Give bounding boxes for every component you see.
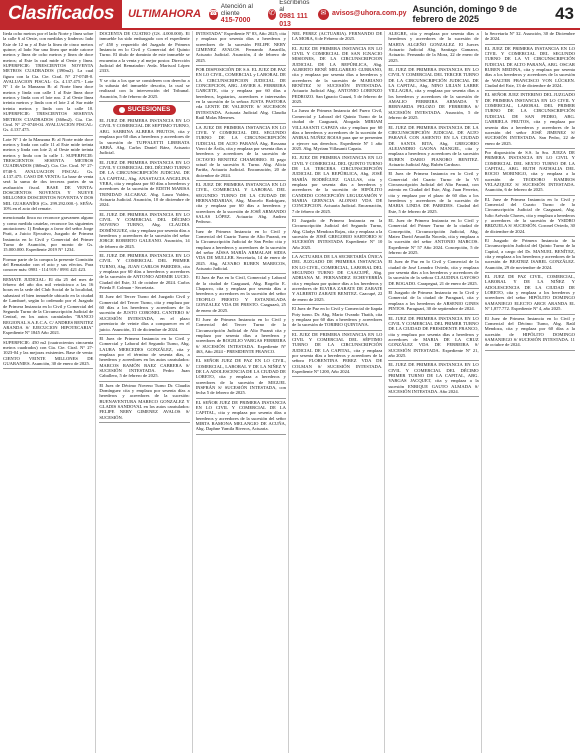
contact-whatsapp-label: Escríbinos al [279, 0, 310, 14]
legal-notice [3, 277, 93, 336]
notice-text: Y se cita a los que se consideren con derecho a la subasta del inmueble descrito, la cual se realizará con la intervención del Tribunal. Asunción, 5 de febrero de 2025. [99, 77, 190, 99]
legal-notice [292, 46, 382, 105]
notice-divider [99, 422, 189, 423]
legal-notice [292, 306, 382, 327]
notice-divider [3, 255, 93, 256]
contact-email-value: avisos@uhora.com.py [331, 10, 407, 18]
notice-divider [196, 356, 286, 357]
legal-notice [99, 160, 189, 208]
legal-notice [3, 137, 93, 212]
classifieds-logo: Clasificados [0, 0, 122, 28]
mail-icon: ✉ [318, 9, 329, 20]
notice-text: EL JUEZ DE PRIMERA INSTANCIA EN LO CIVIL Y COMERCIAL DEL PRIMER TURNO, Abg. JUAN CARLOS PAREDES, cita y emplaza por 60 días a herederos y acreedores de la sucesión de ANTONIO ADEMIR LUCIO. Ciudad del Este, 31 de octubre de 2024. Carlos Frieda F. Colman - Secretaria. [99, 253, 190, 291]
notice-text: EL JUEZ DE PRIMERA INSTANCIA EN LO CIVIL Y COMERCIAL DE SAN IGNACIO MISIONES, DE LA CIRCUNSCRIPCION JUDICIAL DE LA REPÚBLICA, Abg. ALBERTO RENÉ MELGAREJO GURRANO, cita y emplaza por sesenta días a herederos y acreedores de la sucesión de MARIANO BENÍTEZ S/ SUCESIÓN INTESTADA. Actuario Judicial Abg. ANTONIO LORENZO PEDROZO. San Ignacio Guazú, 5 de febrero de 2025. [291, 45, 383, 105]
notice-text: mencionada finca no reconoce gravamen alguno y como medida cautelar, reconoce las siguientes anotaciones: 1) Embargo a favor del señor Jorge Pratt, a Juicio Ejecutivo, Juzgado de Primera Instancia en lo Civil y Comercial del Primer Turno de Asunción, por monto de Gs. 15.000.000. Expediente 2019 N° 1234. [3, 215, 94, 253]
classifieds-columns [3, 31, 577, 753]
legal-notice [196, 67, 286, 120]
notice-text: EL JUEZ DE PRIMERA INSTANCIA EN LO CIVIL Y COMERCIAL DEL SEGUNDO TURNO DE LA VI CIRCUNSCRIPCIÓN JUDICIAL DE ALTO PARANÁ, ABG. OSCAR RUBEN MEDINA, cita y emplaza por sesenta días a los herederos y acreedores de la sucesión de WALTER FRANCISCO VON LÜCKEN. Ciudad del Este, 13 de diciembre de 2024. [484, 45, 575, 89]
notice-text: EL JUEZ DE PAZ CIVIL, COMERCIAL, LABORAL Y DE LA NIÑEZ Y ADOLESCENCIA DE LA CIUDAD DE LORETO, cita y emplaza a los herederos y acreedores del señor HIPÓLITO DOMINGO SAMANIEGO ELECTO ARCE ARANDA EL Nº 1,877.772. Expediente Nº 4, año 2025. [484, 274, 575, 312]
legal-notice [292, 31, 382, 42]
legal-notice [388, 31, 478, 63]
notice-text: EL JUEZ DE PRIMERA INSTANCIA EN LO CIVIL Y COMERCIAL DE SEPTIMO TURNO, ABG. SABRINA ALBERA FRUTOS, cita y emplaza por 60 días a herederos y acreedores de la sucesión de TUFFALETTI LIBERATA ABBÁ. Abg. Carlos Daniel Báez, Actuario Judicial. [99, 118, 190, 156]
notice-divider [3, 213, 93, 214]
notice-divider [196, 315, 286, 316]
notice-text: La Jueza de Primera Instancia del Fuero Civil, Comercial y Laboral del Quinto Turno de la ciudad de Caaguazú, Abogada MIRIAM VILLASANTI CAPATA cita y emplaza por 60 días a herederos y acreedores de la sucesión de ANIBAL NUÑEZ ROJAS para que se presenten a ejercer sus derechos. Expediente Nº 1 año 2025. Abg. Myriam Villasanti Capata. [291, 108, 383, 151]
notice-text: EL SEÑOR JUEZ DE PRIMERA INSTANCIA EN LO CIVIL Y COMERCIAL DE LA CAPITAL, cita y emplaza por sesenta días a herederos y acreedores de la sucesión del señor MIRTA RAMONA MELANGIO DE ACUÑA, Abg. Daphne Yamila Riveros, Actuaria. [195, 399, 286, 432]
legal-notice [388, 67, 478, 120]
legal-notice [196, 317, 286, 354]
legal-notice [485, 150, 575, 193]
contact-whatsapp-value: 0981 111 013 [279, 13, 308, 29]
notice-text: Formar parte de la compra la presente Comisión del Rematador con el acto y sus efectos. Para conocer más: 0981 - 114 919 / 0991 421 423. [3, 256, 94, 273]
legal-notice [292, 218, 382, 250]
notice-divider [388, 288, 478, 289]
notice-divider [292, 216, 382, 217]
legal-notice [196, 358, 286, 395]
notice-text: REMATE JUDICIAL: El día 25 del mes de febrero del año dos mil veinticinco a las 16 horas en la sede del Club Social de la localidad, subastará el bien inmueble ubicado en la ciudad de Lambaré, según lo ordenado por el Juzgado de Primera Instancia en lo Civil y Comercial del Segundo Turno de la Circunscripción Judicial de Central, en los autos caratulados "BANCO REGIONAL S.A.E.C.A. C/ ANDRES BENITEZ ARANDA S/ EJECUCION HIPOTECARIA" Expediente Nº 1845 Año 2021. [3, 276, 94, 336]
notice-divider [3, 275, 93, 276]
notice-divider [388, 123, 478, 124]
notice-text: DOCIENTA DE CUATRO (GS. 4.000.000). El inmueble ha sido embargado con el expediente n° 450 y requerido del Juzgado de Primera Instancia en lo Civil y Comercial del Quinto Turno. El título de dominio de este inmueble se encuentra a la venta y al mejor postor. Dirección Judicial del Rematador: Avda. Mariscal López 2333. [99, 31, 190, 74]
brand-name: ULTIMAHORA [127, 8, 202, 20]
notice-divider [292, 44, 382, 45]
contact-phone-label: Atención al cliente [220, 3, 253, 18]
legal-notice [292, 155, 382, 214]
notice-text: EL JUEZ DE PRIMERA INSTANCIA EN LO CIVIL Y COMERCIAL DEL TERCER TURNO DE LA CIRCUNSCRIPCIÓN JUDICIAL DE LA CAPITAL, Abg. NINO LILIAN LARRE VILLAGRA, cita y emplaza por sesenta días a los herederos y acreedores de la sucesión de AMALIO FERREIRA ARMADA Y BERNARDA PELOZO DE FERREIRA S/ SUCESIÓN INTESTADA. Asunción, 5 de febrero de 2025. [388, 67, 479, 121]
notice-divider [292, 376, 382, 377]
phone-icon: ☎ [209, 9, 218, 20]
notice-text: EL JUEZ DE PRIMERA INSTANCIA EN LO CIVIL Y COMERCIAL DEL QUINTO TURNO DE LA TERCERA CIRCUNSCRIPCIÓN JUDICIAL DE LA REPÚBLICA, Abg. JOSÉ MARÍA RODRÍGUEZ GALLAS, cita y emplaza por sesenta días a herederos y acreedores de la sucesión de HIPÓLITO CANDIDO CONCEPCIÓN LEGUIZAMÓN Y MARIA GERVACIA ALONSO VDA DE CONCEPCION. Actuaria Judicial. Encarnación, 7 de febrero de 2025. [291, 155, 383, 214]
notice-divider [388, 65, 478, 66]
notice-text: El Juez de Paz en lo Civil, Comercial y Laboral de la ciudad de Caaguazú, Abg. Rogelio E. Chaparro, cita y emplaza por sesenta días a herederos y acreedores en la sucesión del señor TEOFILO PRESTO Y ESTANISLADA GONZALEZ VDA DE PRESTO. Caaguazú, 25 de enero de 2025. [195, 275, 286, 313]
notice-text: EL JUEZ DE PRIMERA INSTANCIA DE LA CIRCUNSCRIPCIÓN JUDICIAL DE ALTO PARANÁ CON ASIENTO EN LA CIUDAD DE SANTA RITA, Abg. GREGORIO ALEJANDRO GAONA MANGEL, cita y emplaza a herederos y acreedores de la sucesión RUBEN DARIO PIANORO BENITEZ. Actuario Judicial Abg. Rubén Cardozo. [388, 124, 479, 167]
legal-notice [99, 78, 189, 99]
notice-text: EL Juez de Primera Instancia en lo Civil y Comercial del Primer Turno de la ciudad de Concepción, Circunscripción Judicial, Abg. Mateo David Amarilla Noceda, cita y emplaza a la sucesión del señor ANTONIO MARCOS. Expediente Nº 57 Año 2024. Concepción, 5 de febrero de 2025. [388, 218, 479, 256]
legal-notice [99, 253, 189, 290]
legal-notice [485, 274, 575, 311]
bullet-icon [119, 107, 125, 113]
notice-divider [196, 123, 286, 124]
legal-notice [485, 197, 575, 234]
legal-notice [292, 332, 382, 375]
notice-divider [388, 314, 478, 315]
legal-notice [388, 290, 478, 311]
notice-text: SUPERFICIE: 450 m2 (cuatrocientos cincuenta metros cuadrados) con Cta. Cte. Ctral. N° 27-1023-04 y las mejoras existentes. Base de venta: CIENTO VEINTE MILLONES DE GUARANIES. Asunción, 30 de enero de 2025. [3, 339, 94, 366]
legal-notice [485, 46, 575, 89]
notice-divider [99, 101, 189, 102]
notice-divider [292, 252, 382, 253]
legal-notice [388, 171, 478, 214]
notice-text: la Secretaría Nº 32. Asunción, 30 de Diciembre de 2024. [484, 31, 575, 42]
notice-text: EL SEÑOR JUEZ INTERINO DEL JUZGADO DE PRIMERA INSTANCIA EN LO CIVIL Y COMERCIAL, LABORAL DEL PRIMER TURNO DE LA CIRCUNSCRIPCIÓN JUDICIAL DE SAN PEDRO, ABG. GABRIELA FRUTOS, cita y emplaza por sesenta días a herederos y acreedores de la sucesión del señor JOSÉ JIMENEZ S/ SUCESIÓN INTESTADA. San Pedro, 22 de enero de 2025. [484, 92, 575, 146]
notice-text: Juez de Primera Instancia en lo Civil y Comercial del Cuarto Turno de Alto Paraná, en la Circunscripción Judicial de San Pedro cita y emplaza a herederos y acreedores de la sucesión del señor AÍSSA MARÍA ARMALAH SIDIA VDA DE MULLER. Secretaría, 14 de enero de 2025. Abg. ALVARO RUBEN MARECOS, Actuario Judicial. [195, 228, 286, 272]
notice-divider [99, 76, 189, 77]
page-number: 43 [555, 4, 574, 23]
notice-divider [485, 44, 575, 45]
notice-divider [99, 381, 189, 382]
column-3 [196, 31, 289, 753]
notice-text: LA JUEZ DE PRIMERA INSTANCIA EN LO CIVIL Y COMERCIAL DEL SEGUNDO TURNO DE LA CIRCUNSCRIPCIÓN JUDICIAL DE ALTO PARANÁ Abg. Rossana Vierci de Ávila, cita y emplaza por sesenta días a herederos y acreedores de la sucesión de OCTAVIO BENITEZ CHAMORRO. El pago actual de la sucesión S. Turno. Abg. Alicia Fariña, Actuaria Judicial. Encarnación, 20 de diciembre de 2024. [195, 124, 286, 178]
contact-whatsapp[interactable] [268, 0, 312, 29]
legal-notice [388, 259, 478, 286]
notice-divider [292, 304, 382, 305]
notice-text: Lote Nº 1 de la Manzana B: al Norte mide doce metros y linda con calle 11 al Este mide treinta metros y linda con lote 2; al Oeste mide treinta metros y linda con la calle 1. SUPERFICIE: TRESCIENTOS SESENTA METROS CUADRADOS (360m2). Cta. Cte. Ctral. N° 27-0748-5. AVALUACION FISCAL: Gs. 4.137.475. CASO DE VENTA: La base de venta será la suma de dos terceras partes de su avaluación fiscal. BASE DE VENTA: DOSCIENTOS NOVENTA Y NUEVE MILLONES DOSCIENTOS NOVENTA Y DOS MIL GUARANÍES (Gs. 299.292.000.-). SEÑA: 10% en el acto del remate. [3, 136, 94, 211]
notice-divider [485, 148, 575, 149]
notice-text: EL Juez de Primera Instancia en lo Civil y Comercial del Cuarto Turno de la Circunscripción Judicial de Caaguazú, Abg. Julio Arévalo Chaves, cita y emplaza a herederos y acreedores de la sucesión de YSIDRO BRIZUELA S/ SUCESIÓN. Coronel Oviedo, 30 de diciembre de 2024. [484, 196, 575, 234]
contact-phone-value: 415-7000 [220, 17, 251, 25]
legal-notice [196, 400, 286, 432]
notice-text: EL JUEZ DE PRIMERA INSTANCIA EN LO CIVIL Y COMERCIAL DEL PRIMER TURNO DE LA CIUDAD DE PRESIDENTE FRANCO, cita y emplaza por sesenta días a herederos y acreedores de MARIA DE LA CRUZ GONZÁLEZ VDA DE FERREIRA S/ SUCESIÓN INTESTADA. Expediente Nº 21, año 2025. [388, 315, 479, 358]
notice-text: Por disposición de S.S. la Sra. JUEZA DE PRIMERA INSTANCIA EN LO CIVIL Y COMERCIAL DEL SEXTO TURNO DE LA CAPITAL, ABG. RUTH NATHALIA DEL ROCIO MORINIGO, cita y emplaza a la sucesión de TEODORO RAMIROS VELAZQUEZ S/ SUCESIÓN INTESTADA. Asunción, 6 de febrero de 2025. [484, 149, 575, 193]
legal-notice [99, 31, 189, 74]
notice-divider [99, 210, 189, 211]
notice-divider [485, 314, 575, 315]
column-5 [388, 31, 481, 753]
notice-divider [99, 251, 189, 252]
notice-text: POR DISPOSICIÓN DE S.S. EL JUEZ DE PAZ EN LO CIVIL, COMERCIAL y LABORAL DE LA CIRCUNSCRIPCION JUDICIAL DE CONCEPCION, ABG. JAVIER A. FERREIRA GARCETE, cita y emplaza por 60 días a herederos, legatarios, acreedores e interesados en la sucesión de la señora JUSTA PASTORA vda LENTE DE VALIENTE S/ SUCESION INTESTADA. Actuaria Judicial Abg. Claudia Raúl Molas Meneses. [195, 67, 286, 121]
section-badge [113, 105, 177, 115]
notice-divider [3, 135, 93, 136]
notice-divider [196, 398, 286, 399]
column-2 [99, 31, 192, 753]
notice-divider [196, 273, 286, 274]
legal-notice [3, 340, 93, 367]
whatsapp-icon: ✆ [268, 9, 277, 20]
notice-divider [388, 360, 478, 361]
notice-text: El Juez de Paz en lo Civil y Comercial de la ciudad de José Leandro Oviedo, cita y emplaza por sesenta días a los herederos y acreedores de la sucesión de la señora CLAUDINA GAYOSO DE BOGADO. Carapeguá, 21 de enero de 2025. [388, 259, 479, 286]
notice-text: El Juez de Primera Instancia en lo Civil y Comercial del Cuarto Turno de la VI Circunscripción Judicial del Alto Paraná, con asiento en Ciudad del Este, Abg. Juan Ferreira, cita y emplaza por el plazo de 60 días a los herederos y acreedores de la sucesión de MARIA LINDA DE PAREDES. Ciudad del Este, 5 de febrero de 2025. [388, 171, 479, 214]
notice-divider [485, 272, 575, 273]
notice-text: El Juez de Primera Instancia en lo Civil y Comercial y Laboral del Segundo Turno, Abg. LAURA MERCEDES GONZÁLEZ, cita y emplaza por el término de sesenta días, a herederos y acreedores en los autos caratulados: MARCOS RAMÓN BAEZ CABRERA S/ SUCESIÓN INTESTADA. Pedro Juan Caballero, 5 de febrero de 2025. [99, 335, 190, 379]
column-4 [292, 31, 385, 753]
notice-divider [485, 195, 575, 196]
column-1 [3, 31, 96, 753]
notice-divider [485, 90, 575, 91]
notice-divider [388, 257, 478, 258]
notice-divider [485, 236, 575, 237]
legal-notice [196, 229, 286, 272]
notice-text: El Juez de Paz en lo Civil y Comercial de Itapúa Poty turno. Dr. Abg. Mario Ovando Thaith, cita y emplaza por 60 días a herederos y acreedores de la sucesión de TORIBIO QUINTANA. [291, 306, 383, 328]
section-header [99, 105, 189, 115]
edition-date: Asunción, domingo 9 de febrero de 2025 [412, 4, 517, 24]
notice-divider [196, 180, 286, 181]
notice-text: EL JUEZ DE PRIMERA INSTANCIA EN LO CIVIL, COMERCIAL Y LABORAL DEL SEGUNDO TURNO DE LA CIUDAD DE HERNANDARIAS, Abg. Marcelo Rodríguez, cita y emplaza por 60 días a herederos y acreedores de la sucesión de JOSÉ ARMANDO SALAS LÓPEZ. Actuaria: Abg. Andrea Pedroso. [195, 181, 286, 225]
legal-notice [388, 218, 478, 255]
notice-text: El Juez del Tercer Turno del Juzgado Civil y Comercial del Tercer Turno, cita y emplaza por 60 días a los herederos y acreedores de la sucesión de JUSTO CORONEL CANTERO S/ SUCESIÓN INTESTADA, en el plazo perentorio de veinte días a comparecer en el juicio. Asunción, 31 de diciembre de 2024. [99, 294, 190, 332]
notice-divider [196, 227, 286, 228]
section-label: SUCESIONES [127, 106, 171, 114]
notice-text: EL SEÑOR JUEZ DE PAZ EN LO CIVIL, COMERCIAL, LABORAL Y DE LA NIÑEZ Y DE LA ADOLESCENCIA DE LA CIUDAD DE LORETO, cita y emplaza a herederos y acreedores de la sucesión de MIGUEL INSFRÁN S/ SUCESIÓN INTESTADA, con fecha 5 de febrero de 2025. [195, 358, 286, 396]
notice-divider [388, 169, 478, 170]
notice-text: El Juzgado de Primera Instancia de la Circunscripción Judicial del Quinto Turno de la Capital, a cargo del Dr. MANUEL BENÍTEZ, cita y emplaza a los herederos y acreedores de la sucesión de BEATRIZ ISABEL GONZÁLEZ. Asunción, 29 de noviembre de 2024. [484, 238, 575, 270]
legal-notice [99, 294, 189, 331]
notice-text: EL JUEZ DE PRIMERA INSTANCIA EN LO CIVIL Y COMERCIAL DEL SÉPTIMO TURNO DE LA CIRCUNSCRIPCIÓN JUDICIAL DE LA CAPITAL, cita y emplaza por sesenta días a herederos y acreedores de la señora FLORENTINA PEREZ VDA DE COLMAN S/ SUCESIÓN INTESTADA. Expediente Nº 1200, Año 2024. [291, 331, 383, 374]
legal-notice [388, 125, 478, 168]
notice-text: EL JUEZ DE PRIMERA INSTANCIA EN LO CIVIL Y COMERCIAL DEL DÉCIMO NOVENO TURNO, Abg. CLAUDIA DOMÍNGUEZ, cita y emplaza por sesenta días a herederos y acreedores de la sucesión del señor JORGE ROBERTO GALEANO. Asunción, 14 de febrero de 2025. [99, 211, 190, 249]
notice-divider [292, 330, 382, 331]
notice-text: EL JUEZ DE PRIMERA INSTANCIA EN LO CIVIL Y COMERCIAL DEL DÉCIMO PRIMER TURNO DE LA CAPITAL, ABG. VARGAS JACQUET, cita y emplaza a la sucesión ENRIQUE GAUTO ALMADA S/ SUCESIÓN INTESTADA. Año 2024. [388, 362, 479, 394]
contact-phone[interactable] [209, 3, 262, 25]
notice-text: El Juzgado de Primera Instancia en la Circunscripción Judicial del Segundo Turno, Abg. Gladys Mendoza Rojas, cita y emplaza a la sucesión de JOSÉ GREGORIO SARTORIO S/ SUCESIÓN INTESTADA Expediente Nº 10 Año 2025. [291, 218, 383, 250]
notice-text: INTESTADA" Expediente Nº 83, Año 2025; cita y emplaza por sesenta días a herederos y acreedores de la sucesión FELIPE NERY GIMENEZ AVALOS. Fernando Amarilla, Actuario Judicial. Asunción, 4 de febrero de 2025. [195, 31, 286, 63]
notice-text: El Juzgado de Primera Instancia en lo Civil y Comercial de la ciudad de Paraguarí, cita y emplaza a los herederos de ARSENIO GINES PINTOS. Paraguarí, 30 de septiembre de 2024. [388, 290, 479, 312]
legal-notice [3, 257, 93, 273]
notice-text: El Juez de Décimo Noveno Turno Dr. Claudia Domínguez cita y emplaza por sesenta días a herederos y acreedores de la sucesión: BUENAVENTURA MARECO GONZALEZ Y GLADIS SANDOVAL en los autos caratulados: FELIPE NERY GIMENEZ AVALOS S/ SUCESIÓN. [99, 382, 190, 420]
notice-text: ALEGRE, cita y emplaza por sesenta días a herederos y acreedores de la sucesión de MARTA ALGEÑO GONZALEZ. El Jueces Actuario Judicial Abg. Santiago Gamarra, Actuario. Fernando de la Mora, 22 de enero de 2025. [388, 31, 479, 63]
notice-text: LA ACTUARIA DE LA SECRETARÍA ÚNICA DEL JUZGADO DE PRIMERA INSTANCIA EN LO CIVIL, COMERCIAL, LABORAL DEL SEGUNDO TURNO DE CAACUPÉ, Abg. ADRIANA M. FERNANDEZ ECHEVERRÍA cita y emplaza por quince días a los herederos y acreedores de ELVIRA ZARATE DE ZARATE Y ALBERTO ZARATE BENITEZ. Caacupé, 22 de enero de 2025. [291, 254, 383, 302]
column-6 [485, 31, 577, 753]
notice-text: El Juez de Primera Instancia en lo Civil y Comercial del Décimo Turno, Abg. Raúl Mendoza, cita y emplaza por 60 días a la sucesión de HIPÓLITO DOMINGO SAMANIEGO S/ SUCESIÓN INTESTADA. 11 de octubre de 2024. [484, 315, 575, 348]
legal-notice [196, 182, 286, 225]
legal-notice [388, 316, 478, 359]
notice-text: El Juez de Primera Instancia en lo Civil y Comercial del Tercer Turno de la Circunscripción Judicial de Alto Paraná cita y emplaza por sesenta días a herederos y acreedores de ROGELIO VARGAS FERREIRA S/ SUCESIÓN INTESTADA. Expediente Nº 463, Año 2024 - PRESIDENTE FRANCO. [195, 316, 286, 354]
legal-notice [196, 125, 286, 178]
notice-text: EL JUEZ DE PRIMERA INSTANCIA EN LO CIVIL Y COMERCIAL DEL DÉCIMO TURNO DE LA CIRCUNSCRIPCIÓN JUDICIAL DE LA CAPITAL, Abg. ANASTACIA ANGELINA VERA, cita y emplaza por 60 días a herederos y acreedores de la sucesión de EDITH MARISA TRINIDAD ALCARAZ. Abg. Laura Valdez, Actuaria Judicial. Asunción, 10 de diciembre de 2024. [99, 159, 190, 208]
notice-divider [99, 158, 189, 159]
notice-divider [99, 334, 189, 335]
legal-notice [485, 316, 575, 348]
notice-divider [196, 434, 286, 435]
legal-notice [292, 108, 382, 151]
legal-notice [196, 275, 286, 312]
notice-divider [388, 216, 478, 217]
notice-divider [292, 153, 382, 154]
contact-email[interactable] [318, 9, 407, 20]
legal-notice [99, 212, 189, 249]
notice-divider [99, 292, 189, 293]
notice-divider [196, 65, 286, 66]
legal-notice [292, 254, 382, 302]
legal-notice [3, 31, 93, 133]
notice-divider [388, 396, 478, 397]
page-header [0, 0, 580, 30]
legal-notice [3, 215, 93, 252]
legal-notice [485, 238, 575, 270]
legal-notice [196, 31, 286, 63]
notice-divider [292, 106, 382, 107]
notice-divider [3, 368, 93, 369]
notice-text: NEL PEREZ (ACTUARIA). FERNANDO DE LA MORA, 6 de Febrero de 2025. [291, 31, 383, 42]
notice-text: Iteda ocho metros por el lado Norte y línea sobre la calle 6 al Oeste, con medidas y linderos: lado Este de 12 m y al Este la línea de cinco metros quince; al lado Sur una línea que mide catorce metros y línea de ocho metros y línea de doce metros; al Este la cual mide al Oeste y línea. SUPERFICIE: TRESCIENTOS NOVENTA METROS CUADRADOS (390m2). La cual figura con la Cta. Cte. Ctral. N° 27-0748-0. AVALUACION FISCAL: Gs. 4.137.475.- Lote Nº 1 de la Manzana B: al Norte línea doce metros y linda con calle 1 al Este línea doce metros y linda con el lote nro. 2 al Oeste línea treinta metros y linda con el lote 2 al Sur mide treinta metros y linda con la calle 10. SUPERFICIE: TRESCIENTOS SESENTA METROS CUADRADOS (360m2). Cta. Cte. Ctral. N° 27-0748-04. AVALUACION FISCAL: Gs. 4.137.475. [3, 31, 94, 133]
legal-notice [388, 362, 478, 394]
notice-divider [3, 338, 93, 339]
legal-notice [99, 336, 189, 379]
legal-notice [485, 92, 575, 145]
legal-notice [99, 383, 189, 420]
notice-divider [485, 350, 575, 351]
legal-notice [99, 118, 189, 155]
legal-notice [485, 31, 575, 42]
